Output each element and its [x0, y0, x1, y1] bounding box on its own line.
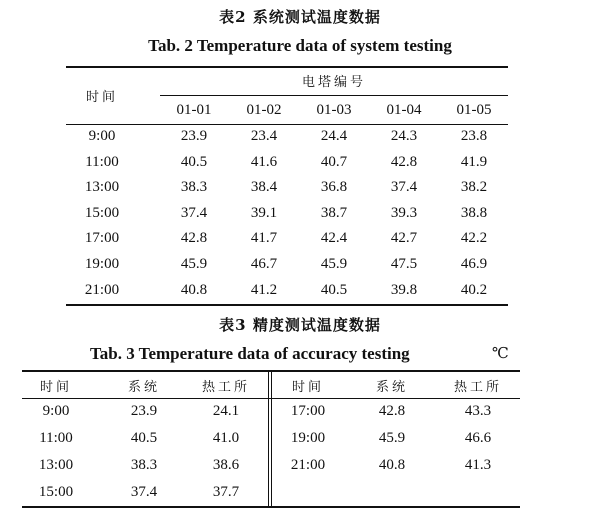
table2-value-cell: 45.9 — [320, 256, 348, 272]
table2-time-cell: 9:00 — [88, 128, 116, 144]
table3-divider-right — [271, 371, 272, 506]
table2-column-header: 01-01 — [176, 102, 212, 118]
table3-title-cn: 表3 精度测试温度数据 — [219, 316, 381, 334]
table3-left-time-cell: 9:00 — [42, 403, 70, 419]
table3-left-institute-cell: 38.6 — [212, 457, 240, 473]
table3-right-institute-cell: 41.3 — [464, 457, 492, 473]
table2-value-cell: 42.4 — [320, 230, 348, 247]
table2-value-cell: 45.9 — [180, 256, 208, 272]
table2-value-cell: 24.4 — [320, 128, 348, 144]
table3-right-time-cell: 19:00 — [290, 430, 326, 446]
table2-value-cell: 38.8 — [460, 204, 488, 221]
table3-right-system-cell: 45.9 — [378, 430, 406, 446]
table2-value-cell: 41.9 — [460, 153, 488, 170]
table2-bottom-rule — [66, 304, 508, 306]
table2-value-cell: 46.9 — [460, 256, 488, 272]
table2-column-header: 01-05 — [456, 102, 492, 118]
table3-right-header: 时间 — [291, 380, 325, 395]
table3-title-en: Tab. 3 Temperature data of accuracy testing — [90, 344, 410, 363]
table3-right-time-cell: 17:00 — [290, 403, 326, 419]
table2-value-cell: 40.7 — [320, 153, 348, 170]
table2-value-cell: 39.8 — [390, 281, 418, 298]
table2-column-header: 01-03 — [316, 102, 352, 118]
table2-value-cell: 37.4 — [390, 179, 418, 196]
table2-group-header: 电塔编号 — [301, 75, 367, 90]
table2-value-cell: 24.3 — [390, 128, 418, 144]
table3-left-time-cell: 11:00 — [39, 430, 73, 446]
table3-divider-left — [268, 371, 269, 506]
table2-value-cell: 42.8 — [180, 230, 208, 247]
table3-left-institute-cell: 41.0 — [212, 430, 240, 446]
table2-value-cell: 42.2 — [460, 230, 488, 247]
table2-time-cell: 11:00 — [85, 153, 119, 170]
table2-time-cell: 17:00 — [84, 230, 120, 247]
table2-value-cell: 39.3 — [390, 204, 418, 221]
table2-value-cell: 41.7 — [250, 230, 278, 247]
table2-value-cell: 36.8 — [320, 179, 348, 196]
table3-bottom-rule — [22, 506, 520, 508]
table2-value-cell: 40.5 — [320, 281, 348, 298]
table2-group-rule — [160, 95, 508, 96]
table2-top-rule — [66, 66, 508, 68]
table3-right-time-cell: 21:00 — [290, 457, 326, 473]
table3-right-system-cell: 42.8 — [378, 403, 406, 419]
table2-value-cell: 42.7 — [390, 230, 418, 247]
table3-left-system-cell: 23.9 — [130, 403, 158, 419]
table2-value-cell: 41.6 — [250, 153, 278, 170]
table2-value-cell: 23.4 — [250, 128, 278, 144]
table3-left-header: 系统 — [127, 380, 161, 395]
table3-unit-label: ℃ — [492, 344, 509, 362]
table3-left-institute-cell: 24.1 — [212, 403, 240, 419]
table3-left-header: 时间 — [39, 380, 73, 395]
table2-title-cn: 表2 系统测试温度数据 — [219, 8, 381, 26]
table2-time-cell: 19:00 — [84, 256, 120, 272]
table2-value-cell: 38.7 — [320, 204, 348, 221]
table3-right-header: 热工所 — [453, 380, 503, 395]
table2-value-cell: 37.4 — [180, 204, 208, 221]
table2-value-cell: 46.7 — [250, 256, 278, 272]
table2-value-cell: 38.2 — [460, 179, 488, 196]
table2-header-rule — [66, 124, 508, 125]
table2-column-header: 01-02 — [246, 102, 282, 118]
table2-value-cell: 47.5 — [390, 256, 418, 272]
table2-time-cell: 15:00 — [84, 204, 120, 221]
table2-value-cell: 39.1 — [250, 204, 278, 221]
table2-time-header: 时间 — [85, 90, 119, 105]
table3-left-time-cell: 15:00 — [38, 484, 74, 500]
table2-time-cell: 13:00 — [84, 179, 120, 196]
table3-left-system-cell: 40.5 — [130, 430, 158, 446]
table3-left-time-cell: 13:00 — [38, 457, 74, 473]
table3-left-system-cell: 38.3 — [130, 457, 158, 473]
table2-value-cell: 40.2 — [460, 281, 488, 298]
table3-right-header: 系统 — [375, 380, 409, 395]
table2-value-cell: 40.5 — [180, 153, 208, 170]
table2-value-cell: 40.8 — [180, 281, 208, 298]
table2-value-cell: 23.8 — [460, 128, 488, 144]
table3-left-institute-cell: 37.7 — [212, 484, 240, 500]
table2-value-cell: 23.9 — [180, 128, 208, 144]
table2-time-cell: 21:00 — [84, 281, 120, 298]
table3-right-system-cell: 40.8 — [378, 457, 406, 473]
table2-value-cell: 38.4 — [250, 179, 278, 196]
table3-right-institute-cell: 46.6 — [464, 430, 492, 446]
table2-title-en: Tab. 2 Temperature data of system testing — [148, 36, 452, 55]
table3-right-institute-cell: 43.3 — [464, 403, 492, 419]
table2-value-cell: 41.2 — [250, 281, 278, 298]
table3-left-system-cell: 37.4 — [130, 484, 158, 500]
table2-value-cell: 42.8 — [390, 153, 418, 170]
table2-column-header: 01-04 — [386, 102, 422, 118]
table2-value-cell: 38.3 — [180, 179, 208, 196]
table3-left-header: 热工所 — [201, 380, 251, 395]
